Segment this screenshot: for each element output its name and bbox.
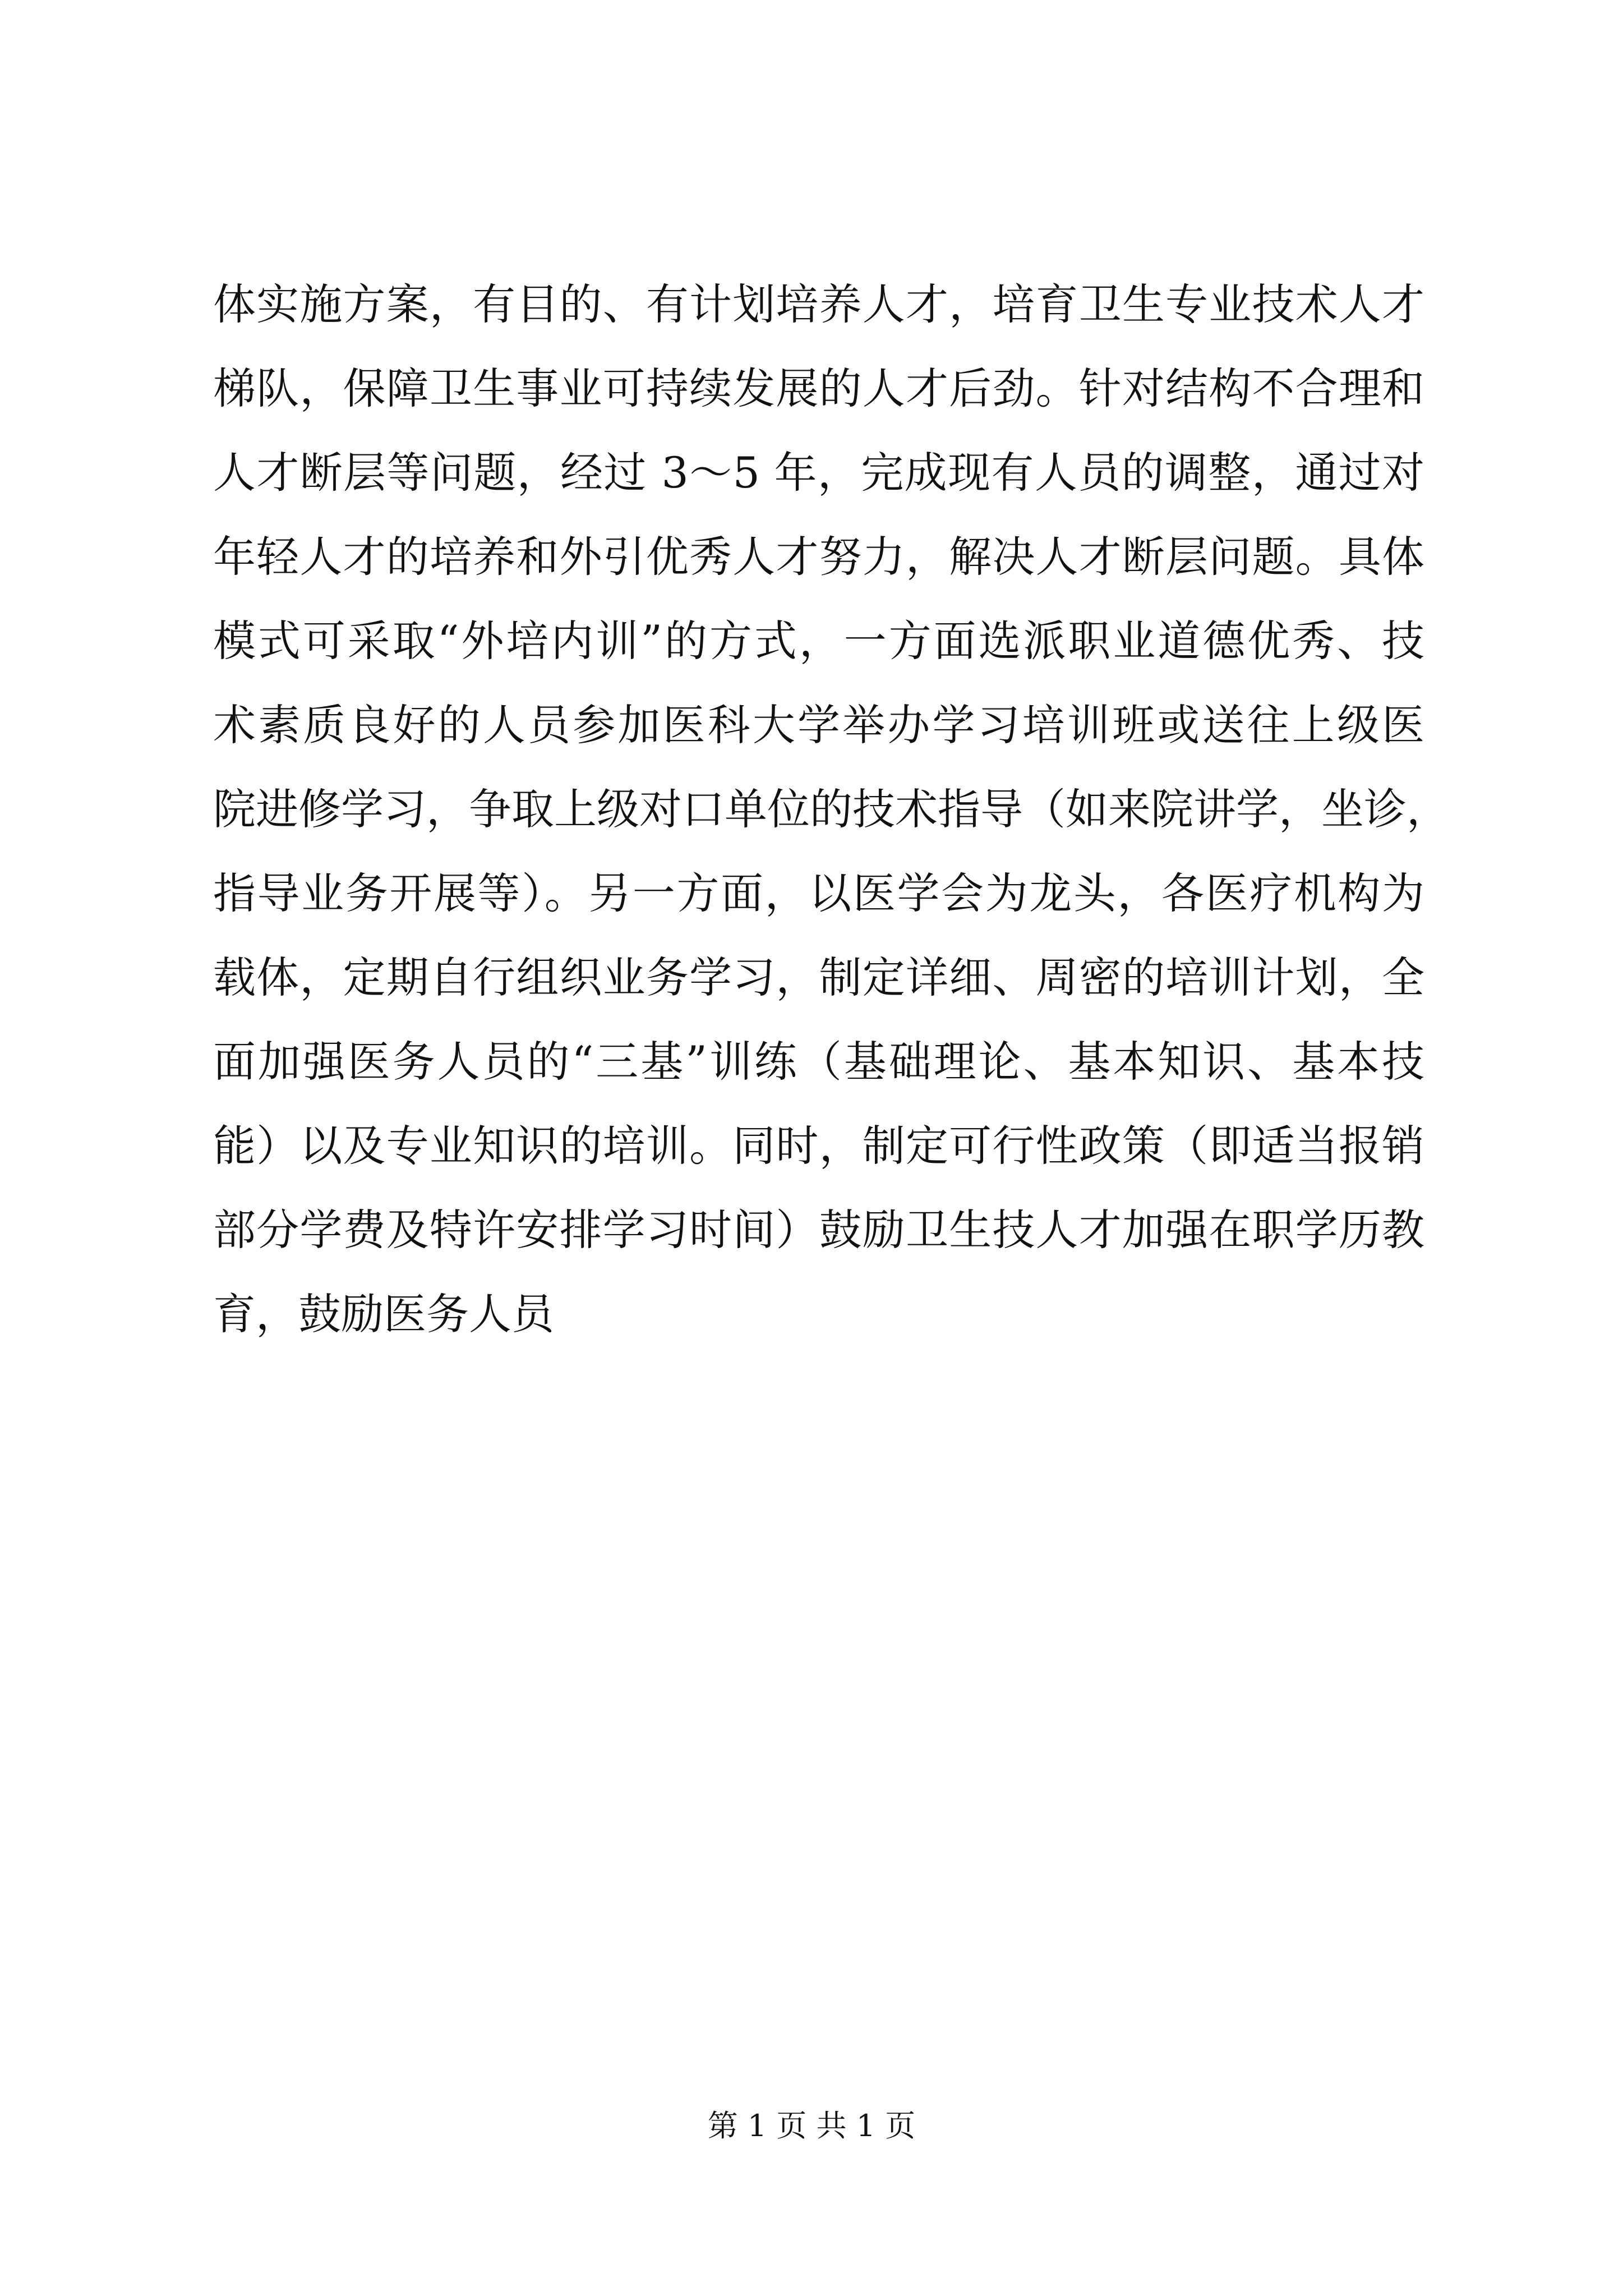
page-number: 第 1 页 共 1 页 [707,2108,916,2143]
text-line: 指导业务开展等）。另一方面，以医学会为龙头，各医疗机构为 [213,868,1424,918]
text-line: 人才断层等问题，经过 3～5 年，完成现有人员的调整，通过对 [213,448,1424,498]
text-line: 能）以及专业知识的培训。同时，制定可行性政策（即适当报销 [213,1121,1424,1171]
text-line: 模式可采取“外培内训”的方式，一方面选派职业道德优秀、技 [213,616,1424,666]
text-line: 年轻人才的培养和外引优秀人才努力，解决人才断层问题。具体 [213,532,1424,582]
page-footer [0,2104,1623,2148]
text-line: 术素质良好的人员参加医科大学举办学习培训班或送往上级医 [213,700,1424,750]
text-line: 体实施方案，有目的、有计划培养人才，培育卫生专业技术人才 [213,279,1424,329]
text-line: 梯队，保障卫生事业可持续发展的人才后劲。针对结构不合理和 [213,364,1424,413]
body-paragraph [213,263,1449,1356]
text-line: 面加强医务人员的“三基”训练（基础理论、基本知识、基本技 [213,1037,1424,1087]
text-line: 院进修学习，争取上级对口单位的技术指导（如来院讲学，坐诊， [213,784,1449,834]
text-line: 育，鼓励医务人员 [213,1289,554,1339]
text-line: 载体，定期自行组织业务学习，制定详细、周密的培训计划，全 [213,953,1424,1002]
text-line: 部分学费及特许安排学习时间）鼓励卫生技人才加强在职学历教 [213,1205,1424,1255]
